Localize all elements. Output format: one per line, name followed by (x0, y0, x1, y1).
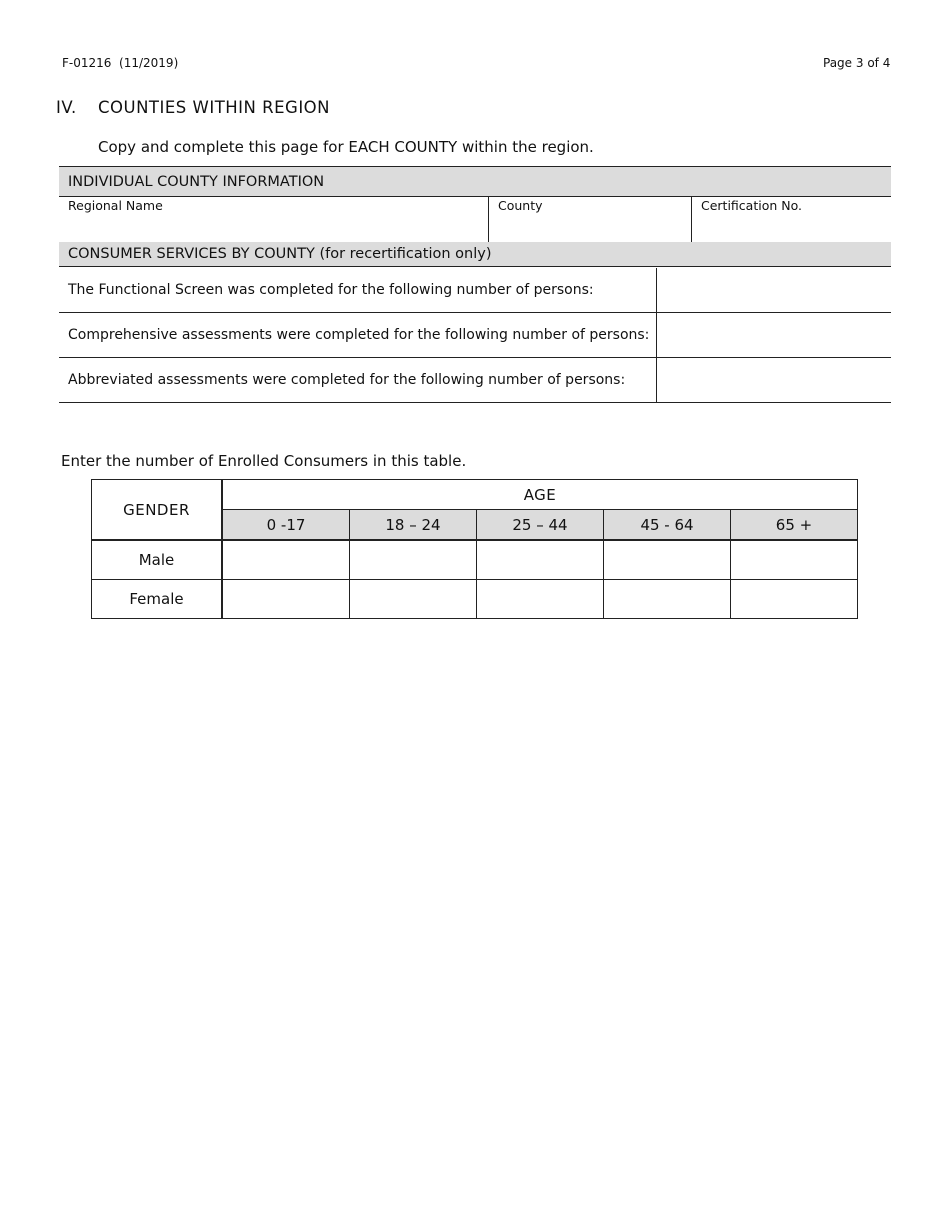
comprehensive-assessments-label: Comprehensive assessments were completed for the following number of persons: (68, 327, 650, 343)
section-title: COUNTIES WITHIN REGION (98, 98, 331, 117)
county-label: County (498, 198, 543, 213)
male-age-0-17-cell[interactable] (222, 540, 350, 580)
enrollment-intro: Enter the number of Enrolled Consumers in this table. (61, 452, 467, 470)
male-age-65-plus-cell[interactable] (731, 540, 858, 580)
gender-header: GENDER (92, 480, 223, 541)
page-number: Page 3 of 4 (823, 56, 891, 70)
county-info-header: INDIVIDUAL COUNTY INFORMATION (59, 167, 891, 197)
female-age-0-17-cell[interactable] (222, 580, 350, 619)
age-group-header: 0 -17 (222, 510, 350, 541)
regional-name-label: Regional Name (68, 198, 163, 213)
table-row (92, 540, 858, 580)
table-row (92, 580, 858, 619)
age-group-header: 65 + (731, 510, 858, 541)
certification-number-field[interactable] (691, 197, 891, 242)
age-group-header: 25 – 44 (477, 510, 604, 541)
county-info-fields (59, 197, 891, 243)
abbreviated-assessments-row (59, 358, 891, 403)
comprehensive-assessments-count-field[interactable] (656, 313, 892, 357)
gender-male-label: Male (92, 540, 223, 580)
female-age-18-24-cell[interactable] (350, 580, 477, 619)
section-instruction: Copy and complete this page for EACH COUNTY within the region. (98, 138, 594, 156)
functional-screen-label: The Functional Screen was completed for the following number of persons: (68, 282, 594, 298)
certification-number-label: Certification No. (701, 198, 803, 213)
female-age-25-44-cell[interactable] (477, 580, 604, 619)
age-group-header: 45 - 64 (604, 510, 731, 541)
consumer-services-header: CONSUMER SERVICES BY COUNTY (for recertification only) (59, 242, 891, 267)
female-age-45-64-cell[interactable] (604, 580, 731, 619)
male-age-45-64-cell[interactable] (604, 540, 731, 580)
section-number: IV. (56, 98, 77, 117)
form-id: F-01216 (11/2019) (62, 56, 179, 70)
enrollment-table (91, 479, 858, 619)
county-field[interactable] (488, 197, 691, 242)
functional-screen-row (59, 268, 891, 313)
regional-name-field[interactable] (59, 197, 488, 242)
abbreviated-assessments-count-field[interactable] (656, 358, 892, 402)
gender-female-label: Female (92, 580, 223, 619)
male-age-18-24-cell[interactable] (350, 540, 477, 580)
comprehensive-assessments-row (59, 313, 891, 358)
age-header: AGE (222, 480, 858, 510)
abbreviated-assessments-label: Abbreviated assessments were completed for the following number of persons: (68, 372, 626, 388)
female-age-65-plus-cell[interactable] (731, 580, 858, 619)
age-group-header: 18 – 24 (350, 510, 477, 541)
male-age-25-44-cell[interactable] (477, 540, 604, 580)
functional-screen-count-field[interactable] (656, 268, 892, 312)
